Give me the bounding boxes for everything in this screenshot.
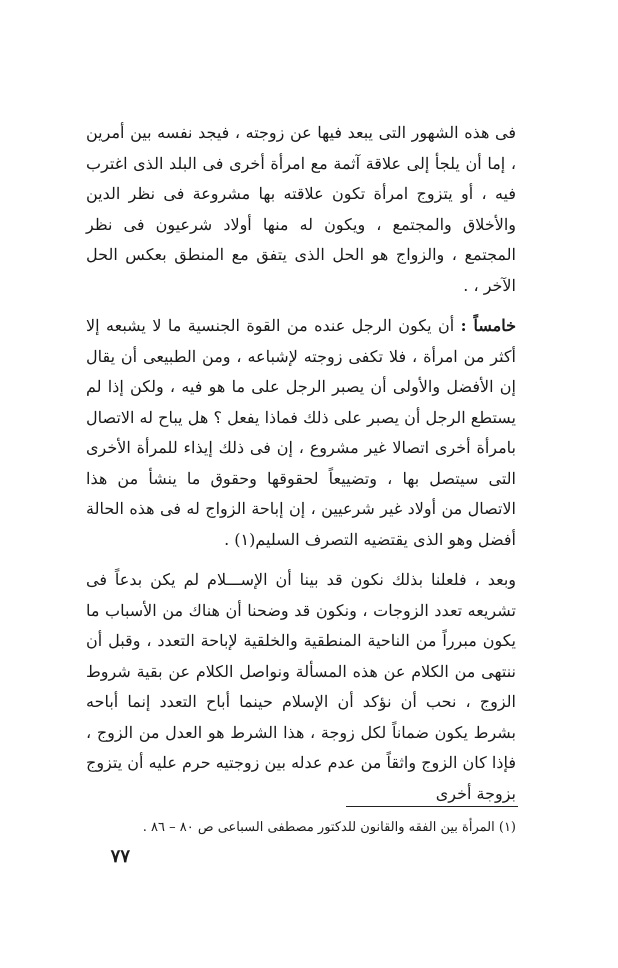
main-text-block [86,118,516,809]
paragraph-3: وبعد ، فلعلنا بذلك نكون قد بينا أن الإســـلام لم يكن بدعاً فى تشريعه تعدد الزوجات ، ونكون قد وضحنا أن هناك من الأسباب ما يكون مبرراً من الناحية المنطقية والخلقية لإباحة التعدد ، وقبل أن ننتهى من الكلام عن هذه المسألة ونواصل الكلام عن بقية شروط الزوج ، نحب أن نؤكد أن الإسلام حينما أباح التعدد إنما أباحه بشرط يكون ضماناً لكل زوجة ، هذا الشرط هو العدل من الزوج ، فإذا كان الزوج واثقاً من عدم عدله بين زوجتيه حرم عليه أن يتزوج بزوجة أخرى [86,570,516,803]
footnote: (١) المرأة بين الفقه والقانون للدكتور مصطفى السباعى ص ٨٠ – ٨٦ . [142,820,516,835]
footnote-divider [346,806,518,807]
paragraph-2 [86,311,516,555]
paragraph-1: فى هذه الشهور التى يبعد فيها عن زوجته ، فيجد نفسه بين أمرين ، إما أن يلجأ إلى علاقة آثمة مع امرأة أخرى فى البلد الذى اغترب فيه ، أو يتزوج امرأة تكون علاقته بها مشروعة فى نظر الدين والأخلاق والمجتمع ، ويكون له منها أولاد شرعيون فى نظر المجتمع ، والزواج هو الحل الذى يتفق مع المنطق بعكس الحل الآخر ، . [86,123,516,295]
paragraph-2-lead: خامساً : [460,316,516,335]
paragraph-2-text: أن يكون الرجل عنده من القوة الجنسية ما لا يشبعه إلا أكثر من امرأة ، فلا تكفى زوجته لإشباعه ، ومن الطبيعى أن يقال إن الأفضل والأولى أن يصبر الرجل على ما هو فيه ، ولكن إذا لم يستطع الرجل أن يصبر على ذلك فماذا يفعل ؟ هل يباح له الاتصال بامرأة أخرى اتصالا غير مشروع ، إن فى ذلك إيذاء للمرأة الأخرى التى سيتصل بها ، وتضييعاً لحقوقها وحقوق ما ينشأ من هذا الاتصال من أولاد غير شرعيين ، إن إباحة الزواج له فى هذه الحالة أفضل وهو الذى يقتضيه التصرف السليم(١) . [86,316,516,549]
page-number: ٧٧ [110,846,130,867]
